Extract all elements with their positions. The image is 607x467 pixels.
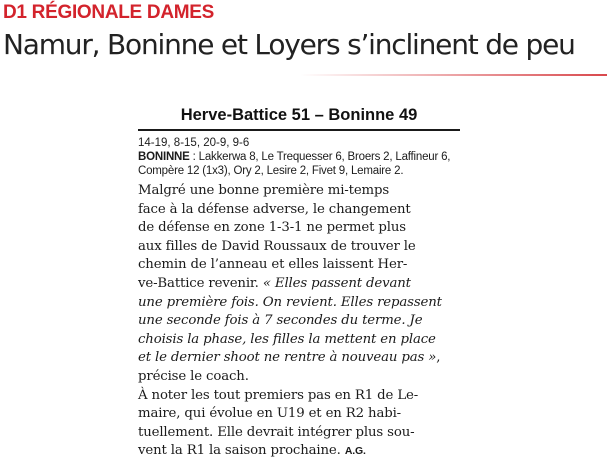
body-line: face à la défense adverse, le changement bbox=[138, 201, 411, 217]
roster-line-1: : Lakkerwa 8, Le Trequesser 6, Broers 2, Laffineur 6, bbox=[189, 151, 451, 163]
roster-line-2: Compère 12 (1x3), Ory 2, Lesire 2, Fivet 9, Lemaire 2. bbox=[138, 165, 404, 177]
body-line: aux filles de David Roussaux de trouver le bbox=[138, 238, 416, 254]
roster-team: BONINNE bbox=[138, 151, 190, 163]
quote-text: une première fois. On revient. Elles repassent bbox=[138, 294, 442, 310]
quote-line bbox=[138, 294, 460, 313]
body-line: précise le coach. bbox=[138, 368, 249, 384]
body-line: chemin de l’anneau et elles laissent Her- bbox=[138, 257, 408, 273]
paragraph-1 bbox=[138, 182, 460, 387]
body-line: Malgré une bonne première mi-temps bbox=[138, 183, 390, 198]
body-text: vent la R1 la saison prochaine. bbox=[138, 443, 345, 459]
quote-line bbox=[138, 312, 460, 331]
quote-text: choisis la phase, les filles la mettent en place bbox=[138, 331, 436, 347]
body-line bbox=[138, 442, 460, 461]
body-line: À noter les tout premiers pas en R1 de Le- bbox=[138, 387, 419, 403]
author-signature: A.G. bbox=[344, 445, 366, 458]
article bbox=[138, 106, 460, 461]
body-line: de défense en zone 1-3-1 ne permet plus bbox=[138, 220, 406, 236]
quote-line bbox=[138, 349, 460, 368]
body-text: ve-Battice revenir. bbox=[138, 275, 263, 291]
body-line bbox=[138, 275, 460, 294]
match-title: Herve-Battice 51 – Boninne 49 bbox=[138, 106, 460, 131]
quote-line bbox=[138, 331, 460, 350]
headline: Namur, Boninne et Loyers s’inclinent de peu bbox=[3, 28, 575, 61]
body-line: tuellement. Elle devrait intégrer plus sou- bbox=[138, 424, 415, 440]
article-body bbox=[138, 182, 460, 461]
quote-text: et le dernier shoot ne rentre à nouveau pas » bbox=[138, 350, 437, 366]
paragraph-2 bbox=[138, 387, 460, 461]
body-text: , bbox=[436, 350, 441, 366]
section-rubric: D1 RÉGIONALE DAMES bbox=[3, 2, 215, 23]
body-line: maire, qui évolue en U19 et en R2 habi- bbox=[138, 406, 402, 422]
headline-rule bbox=[300, 74, 607, 76]
quote-text: une seconde fois à 7 secondes du terme. Je bbox=[138, 313, 423, 329]
roster bbox=[138, 150, 460, 178]
quote-text: « Elles passent devant bbox=[262, 275, 411, 291]
quarter-scores: 14-19, 8-15, 20-9, 9-6 bbox=[138, 137, 250, 149]
